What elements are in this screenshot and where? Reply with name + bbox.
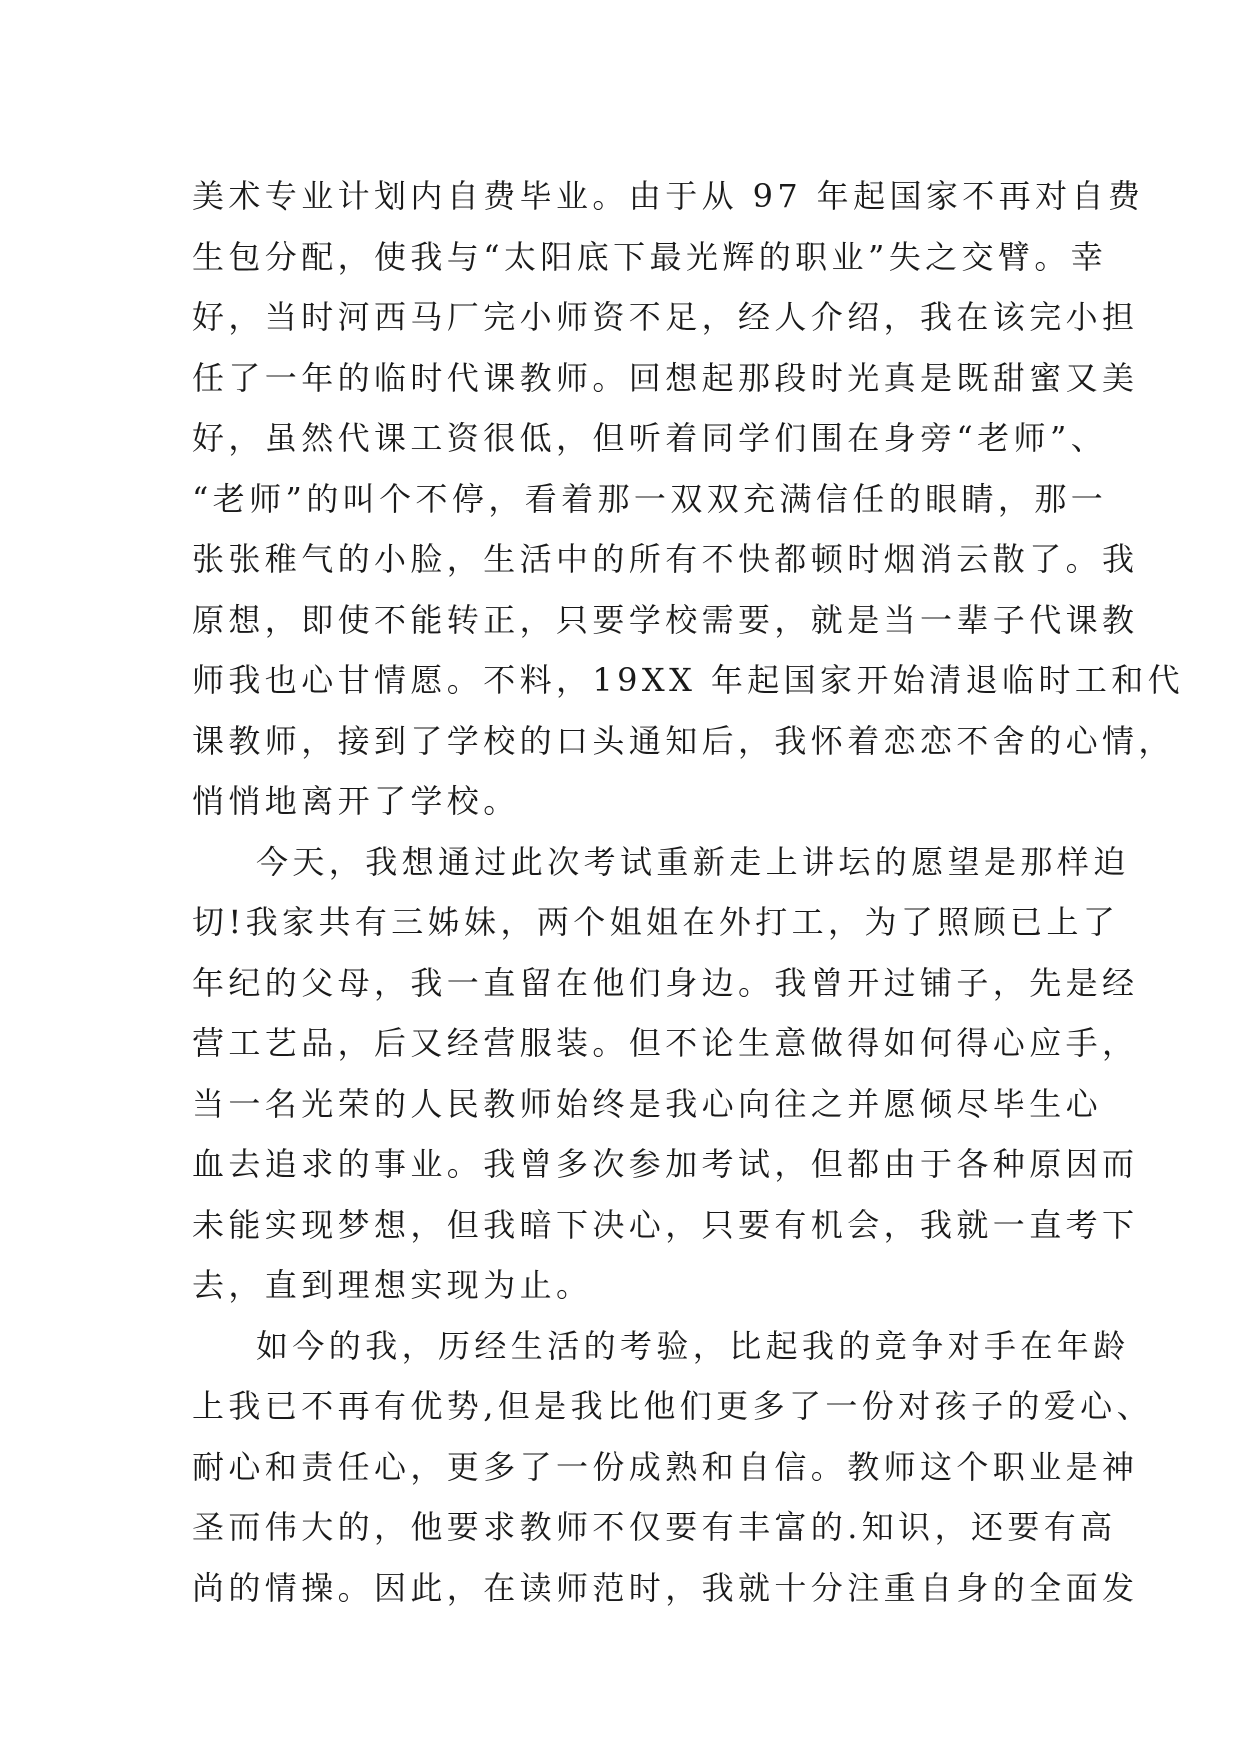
text-line: 耐心和责任心，更多了一份成熟和自信。教师这个职业是神 xyxy=(192,1447,1139,1486)
text-line: 任了一年的临时代课教师。回想起那段时光真是既甜蜜又美 xyxy=(192,358,1139,397)
text-line: 悄悄地离开了学校。 xyxy=(192,782,520,820)
text-line: 课教师，接到了学校的口头通知后，我怀着恋恋不舍的心情， xyxy=(192,721,1175,760)
text-line: 尚的情操。因此，在读师范时，我就十分注重自身的全面发 xyxy=(192,1568,1139,1607)
text-line: 好，当时河西马厂完小师资不足，经人介绍，我在该完小担 xyxy=(192,298,1139,336)
text-line: 好，虽然代课工资很低，但听着同学们围在身旁“老师”、 xyxy=(192,419,1108,457)
text-line: 生包分配，使我与“太阳底下最光辉的职业”失之交臂。幸 xyxy=(192,237,1108,276)
text-line: 当一名光荣的人民教师始终是我心向往之并愿倾尽毕生心 xyxy=(192,1084,1103,1123)
text-line: 血去追求的事业。我曾多次参加考试，但都由于各种原因而 xyxy=(192,1145,1139,1183)
text-line: 年纪的父母，我一直留在他们身边。我曾开过铺子，先是经 xyxy=(192,963,1139,1002)
text-line: 张张稚气的小脸，生活中的所有不快都顿时烟消云散了。我 xyxy=(192,540,1139,578)
paragraph-start-line: 如今的我，历经生活的考验，比起我的竞争对手在年龄 xyxy=(256,1326,1130,1365)
text-line: 原想，即使不能转正，只要学校需要，就是当一辈子代课教 xyxy=(192,600,1139,639)
text-line: 上我已不再有优势,但是我比他们更多了一份对孩子的爱心、 xyxy=(192,1387,1153,1425)
text-line: 圣而伟大的，他要求教师不仅要有丰富的.知识，还要有高 xyxy=(192,1508,1117,1546)
text-line: 营工艺品，后又经营服装。但不论生意做得如何得心应手， xyxy=(192,1024,1139,1062)
text-line: 切!我家共有三姊妹，两个姐姐在外打工，为了照顾已上了 xyxy=(192,903,1120,941)
body-text xyxy=(192,166,1185,1618)
text-line: 未能实现梦想，但我暗下决心，只要有机会，我就一直考下 xyxy=(192,1205,1139,1244)
text-line: 师我也心甘情愿。不料，19XX 年起国家开始清退临时工和代 xyxy=(192,661,1185,699)
paragraph-start-line: 今天，我想通过此次考试重新走上讲坛的愿望是那样迫 xyxy=(256,842,1130,881)
text-line: 去，直到理想实现为止。 xyxy=(192,1266,593,1304)
text-line: “老师”的叫个不停，看着那一双双充满信任的眼睛，那一 xyxy=(192,479,1108,518)
text-line: 美术专业计划内自费毕业。由于从 97 年起国家不再对自费 xyxy=(192,177,1145,215)
